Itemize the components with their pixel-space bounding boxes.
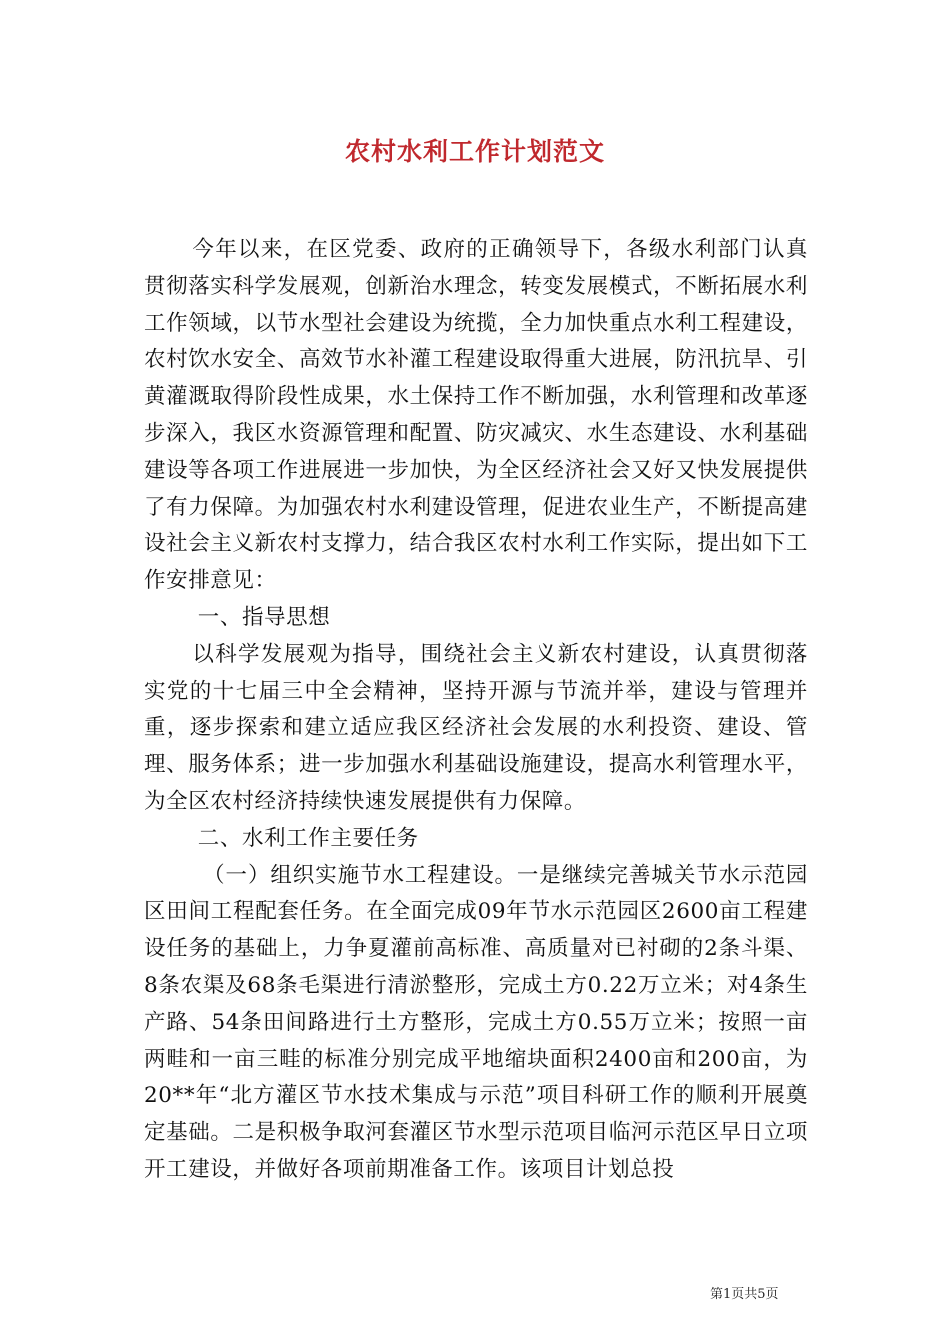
paragraph-intro: 今年以来，在区党委、政府的正确领导下，各级水利部门认真贯彻落实科学发展观，创新治水理念，转变发展模式，不断拓展水利工作领域，以节水型社会建设为统揽，全力加快重点水利工程建设，农村饮水安全、高效节水补灌工程建设取得重大进展，防汛抗旱、引黄灌溉取得阶段性成果，水土保持工作不断加强，水利管理和改革逐步深入，我区水资源管理和配置、防灾减灾、水生态建设、水利基础建设等各项工作进展进一步加快，为全区经济社会又好又快发展提供了有力保障。为加强农村水利建设管理，促进农业生产，不断提高建设社会主义新农村支撑力，结合我区农村水利工作实际，提出如下工作安排意见： (144, 237, 808, 594)
section-heading-main-tasks: 二、水利工作主要任务 (197, 825, 419, 851)
paragraph-water-saving-projects: （一）组织实施节水工程建设。一是继续完善城关节水示范园区田间工程配套任务。在全面完成09年节水示范园区2600亩工程建设任务的基础上，力争夏灌前高标准、高质量对已衬砌的2条斗渠、8条农渠及68条毛渠进行清淤整形，完成土方0.22万立米；对4条生产路、54条田间路进行土方整形，完成土方0.55万立米；按照一亩两畦和一亩三畦的标准分别完成平地缩块面积2400亩和200亩，为20**年“北方灌区节水技术集成与示范”项目科研工作的顺利开展奠定基础。二是积极争取河套灌区节水型示范项目临河示范区早日立项开工建设，并做好各项前期准备工作。该项目计划总投 (144, 862, 808, 1182)
document-title: 农村水利工作计划范文 (344, 137, 605, 166)
paragraph-guiding-ideology: 以科学发展观为指导，围绕社会主义新农村建设，认真贯彻落实党的十七届三中全会精神，坚持开源与节流并举，建设与管理并重，逐步探索和建立适应我区经济社会发展的水利投资、建设、管理、服务体系；进一步加强水利基础设施建设，提高水利管理水平，为全区农村经济持续快速发展提供有力保障。 (144, 641, 808, 814)
section-heading-guiding-ideology: 一、指导思想 (197, 604, 331, 630)
page-indicator: 第1页共5页 (710, 1287, 779, 1302)
document-body (144, 232, 808, 1189)
